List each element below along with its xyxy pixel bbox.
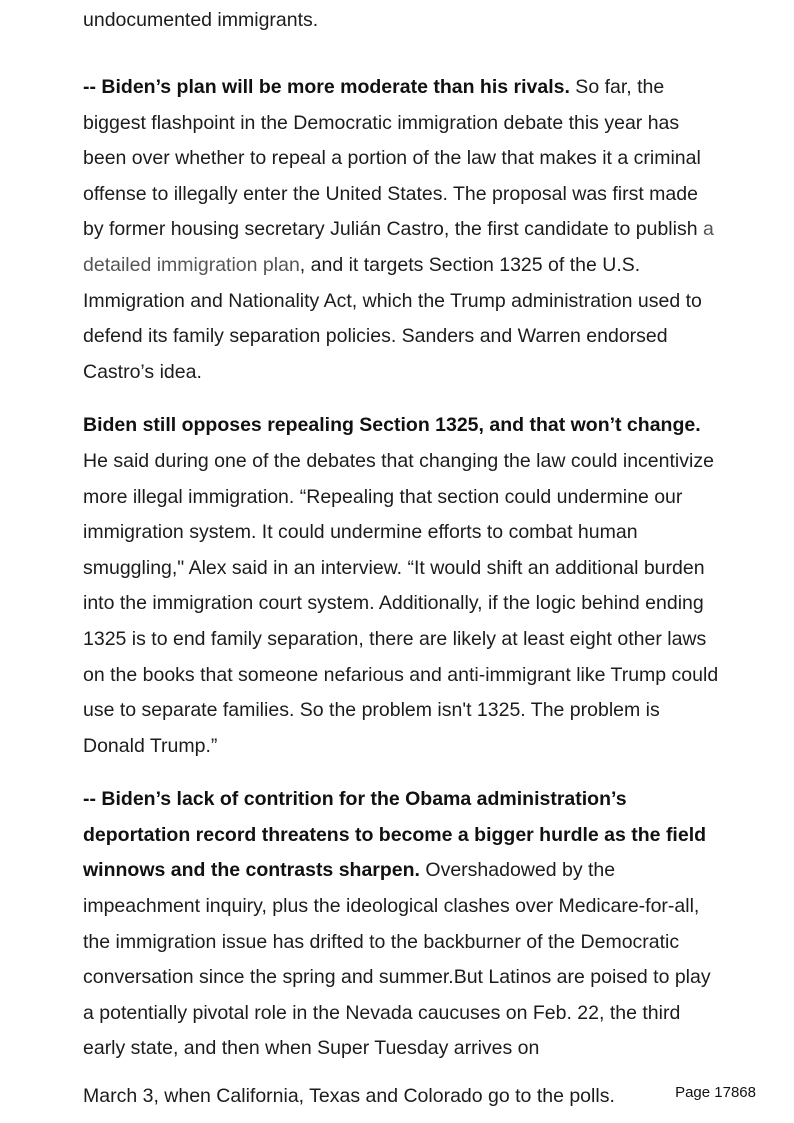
- paragraph-lead: -- Biden’s lack of contrition for the Obama administration’s deportation record threatens to become a bigger hurdle as the field winnows and the contrasts sharpen.: [83, 788, 707, 882]
- paragraph-text: , and it targets Section 1325 of the U.S. Immigration and Nationality Act, which the Trump administration used to defend its family separation policies. Sanders and Warren endorsed Castro’s idea.: [83, 253, 702, 383]
- paragraph-text: Overshadowed by the impeachment inquiry, plus the ideological clashes over Medicare-for-all, the immigration issue has drifted to the backburner of the Democratic conversation since the spring and summer.But Latinos are poised to play a potentially pivotal role in the Nevada caucuses on Feb. 22, the third early state, and then when Super Tuesday arrives on: [83, 859, 711, 1060]
- paragraph-biden-plan: [83, 70, 723, 390]
- paragraph-lead: Biden still opposes repealing Section 1325, and that won’t change.: [83, 414, 701, 437]
- paragraph-text: So far, the biggest flashpoint in the Democratic immigration debate this year has been over whether to repeal a portion of the law that makes it a criminal offense to illegally enter the United States. The proposal was first made by former housing secretary Julián Castro, the first candidate to publish: [83, 76, 703, 241]
- paragraph-lead: -- Biden’s plan will be more moderate than his rivals.: [83, 76, 570, 98]
- paragraph-deportation-record: [83, 782, 723, 1067]
- paragraph-text: He said during one of the debates that changing the law could incentivize more illegal immigration. “Repealing that section could undermine our immigration system. It could undermine efforts to combat human smuggling," Alex said in an interview. “It would shift an additional burden into the immigration court system. Additionally, if the logic behind ending 1325 is to end family separation, there are likely at least eight other laws on the books that someone nefarious and anti-immigrant like Trump could use to separate families. So the problem isn't 1325. The problem is Donald Trump.”: [83, 449, 719, 757]
- paragraph-section-1325: [83, 408, 723, 764]
- cut-off-top-text: undocumented immigrants.: [83, 9, 319, 31]
- cut-off-top-line: [83, 9, 713, 44]
- immigration-plan-link[interactable]: a detailed immigration plan: [83, 218, 714, 276]
- article-body: [83, 70, 723, 1085]
- page-number: Page 17868: [675, 1084, 756, 1101]
- cut-off-bottom-text: March 3, when California, Texas and Colorado go to the polls.: [83, 1085, 615, 1107]
